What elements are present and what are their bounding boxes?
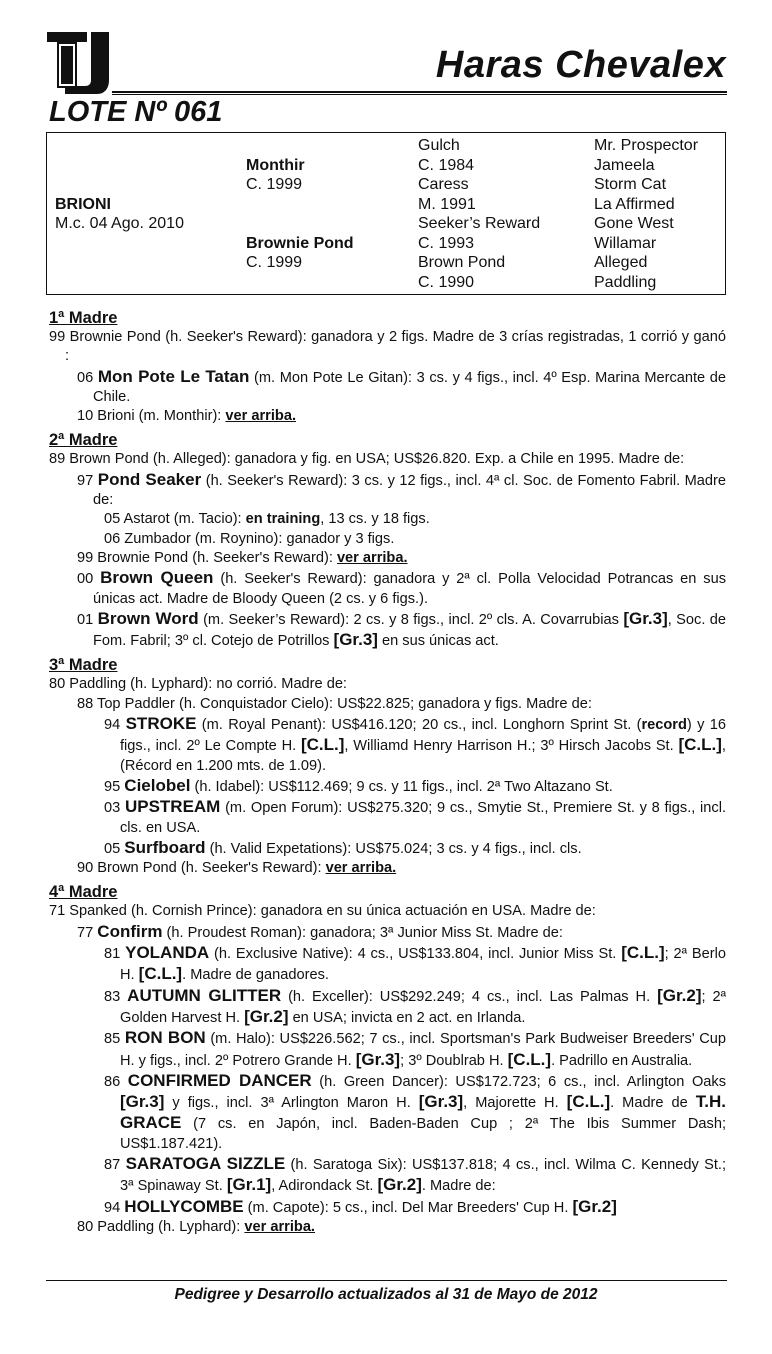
ped-cell: Paddling [594,273,657,291]
ped-cell: C. 1984 [418,156,475,174]
ped-cell: C. 1993 [418,234,475,252]
farm-name: Haras Chevalex [435,44,726,86]
ped-cell: Gulch [418,137,460,154]
pedigree-entry: 95 Cielobel (h. Idabel): US$112.469; 9 cs. y 11 figs., incl. 2ª Two Altazano St. [104,775,613,795]
pedigree-entry: 77 Confirm (h. Proudest Roman): ganadora; 3ª Junior Miss St. Madre de: [77,921,563,941]
ped-cell [55,175,184,195]
section-title: 3ª Madre [49,656,118,675]
pedigree-col-grandparents [418,136,540,292]
ped-cell [246,195,354,215]
pedigree-entry: 86 CONFIRMED DANCER (h. Green Dancer): US$172.723; 6 cs., incl. Arlington Oaks [Gr.3] y figs., incl. 3ª Arlington Maron H. [Gr.3], Majorette H. [C.L.]. Madre de T.H. GRACE (7 cs. en Japón, incl. Baden-Baden Cup ; 2ª The Ibis Summer Dash; US$1.187.421). [104,1070,727,1152]
footer-note: Pedigree y Desarrollo actualizados al 31 de Mayo de 2012 [174,1286,598,1303]
ped-cell: Storm Cat [594,176,667,193]
pedigree-entry: 87 SARATOGA SIZZLE (h. Saratoga Six): US$137.818; 4 cs., incl. Wilma C. Kennedy St.; 3ª Spinaway St. [Gr.1], Adirondack St. [Gr.2]. Madre de: [104,1153,726,1195]
ped-cell: Willamar [594,234,657,252]
pedigree-entry: 94 STROKE (m. Royal Penant): US$416.120; 20 cs., incl. Longhorn Sprint St. (record) y 16 figs., incl. 2º Le Compte H. [C.L.], Williamd Henry Harrison H.; 3º Hirsch Jacobs St. [C.L.], (Récord en 1.200 mts. de 1.09). [104,714,726,774]
ped-cell: La Affirmed [594,195,675,213]
pedigree-entry: 06 Zumbador (m. Roynino): ganador y 3 figs. [104,530,395,547]
pedigree-entry: 05 Surfboard (h. Valid Expetations): US$75.024; 3 cs. y 4 figs., incl. cls. [104,837,582,857]
sire-name: Monthir [246,156,305,174]
pedigree-entry: 80 Paddling (h. Lyphard): ver arriba. [77,1218,315,1235]
pedigree-entry: 81 YOLANDA (h. Exclusive Native): 4 cs., US$133.804, incl. Junior Miss St. [C.L.]; 2ª Berlo H. [C.L.]. Madre de ganadores. [104,943,726,984]
pedigree-entry: 90 Brown Pond (h. Seeker's Reward): ver arriba. [77,860,397,877]
ped-cell [55,273,184,293]
pedigree-col-horse [55,136,184,292]
pedigree-entry: 97 Pond Seaker (h. Seeker's Reward): 3 cs. y 12 figs., incl. 4ª cl. Soc. de Fomento Fabril. Madre de: [77,469,726,509]
dam-year: C. 1999 [246,254,303,271]
lot-number: LOTE Nº 061 [49,96,223,128]
pedigree-entry: 80 Paddling (h. Lyphard): no corrió. Madre de: [49,676,347,693]
pedigree-entry: 88 Top Paddler (h. Conquistador Cielo): US$22.825; ganadora y figs. Madre de: [77,695,592,712]
header-rule [112,91,727,95]
pedigree-entry: 99 Brownie Pond (h. Seeker's Reward): ver arriba. [77,549,408,566]
ped-cell: Gone West [594,215,674,232]
horse-name: BRIONI [55,195,111,213]
pedigree-entry: 06 Mon Pote Le Tatan (m. Mon Pote Le Gitan): 3 cs. y 4 figs., incl. 4º Esp. Marina Mercante de Chile. [77,366,727,405]
pedigree-col-parents [246,136,354,292]
ped-cell [55,136,184,156]
pedigree-entry: 94 HOLLYCOMBE (m. Capote): 5 cs., incl. Del Mar Breeders' Cup H. [Gr.2] [104,1196,617,1216]
pedigree-entry: 03 UPSTREAM (m. Open Forum): US$275.320; 9 cs., Smytie St., Premiere St. y 8 figs., incl. cls. en USA. [104,797,726,836]
ped-cell [246,136,354,156]
ped-cell: M. 1991 [418,195,476,213]
ped-cell: Brown Pond [418,254,506,271]
ped-cell: Seeker’s Reward [418,215,541,232]
ped-cell: Alleged [594,254,648,271]
footer-rule [46,1280,727,1281]
horse-birth: M.c. 04 Ago. 2010 [55,215,184,232]
ped-cell: C. 1990 [418,273,475,291]
pedigree-entry: 71 Spanked (h. Cornish Prince): ganadora en su única actuación en USA. Madre de: [49,903,596,920]
pedigree-col-great-grandparents [594,136,698,292]
ped-cell: Jameela [594,156,655,174]
pedigree-entry: 05 Astarot (m. Tacio): en training, 13 cs. y 18 figs. [104,511,430,528]
section-title: 2ª Madre [49,431,118,450]
farm-logo-icon [47,28,109,96]
ped-cell: Caress [418,176,469,193]
pedigree-table [46,132,726,295]
pedigree-entry: 10 Brioni (m. Monthir): ver arriba. [77,408,297,425]
ped-cell: Mr. Prospector [594,137,699,154]
pedigree-entry: 83 AUTUMN GLITTER (h. Exceller): US$292.249; 4 cs., incl. Las Palmas H. [Gr.2]; 2ª Golden Harvest H. [Gr.2] en USA; invicta en 2 act. en Irlanda. [104,985,726,1026]
ped-cell [55,156,184,176]
pedigree-entry: 85 RON BON (m. Halo): US$226.562; 7 cs., incl. Sportsman's Park Budweiser Breeders' Cup H. y figs., incl. 2º Potrero Grande H. [Gr.3]; 3º Doublrab H. [C.L.]. Padrillo en Australia. [104,1028,727,1069]
dam-name: Brownie Pond [246,234,354,252]
ped-cell [246,214,354,234]
sire-year: C. 1999 [246,176,303,193]
ped-cell [55,253,184,273]
pedigree-entry: 99 Brownie Pond (h. Seeker's Reward): ganadora y 2 figs. Madre de 3 crías registradas, 1 corrió y ganó : [49,329,726,365]
pedigree-entry: 89 Brown Pond (h. Alleged): ganadora y fig. en USA; US$26.820. Exp. a Chile en 1995. Madre de: [49,451,685,468]
ped-cell [55,234,184,254]
dam-lines [49,304,726,1237]
section-title: 1ª Madre [49,309,118,327]
ped-cell [246,273,354,293]
pedigree-entry: 01 Brown Word (m. Seeker’s Reward): 2 cs. y 8 figs., incl. 2º cls. A. Covarrubias [Gr.3], Soc. de Fom. Fabril; 3º cl. Cotejo de Potrillos [Gr.3] en sus únicas act. [77,608,726,650]
section-title: 4ª Madre [49,883,118,902]
pedigree-entry: 00 Brown Queen (h. Seeker's Reward): ganadora y 2ª cl. Polla Velocidad Potrancas en sus únicas act. Madre de Bloody Queen (2 cs. y 6 figs.). [77,568,726,607]
